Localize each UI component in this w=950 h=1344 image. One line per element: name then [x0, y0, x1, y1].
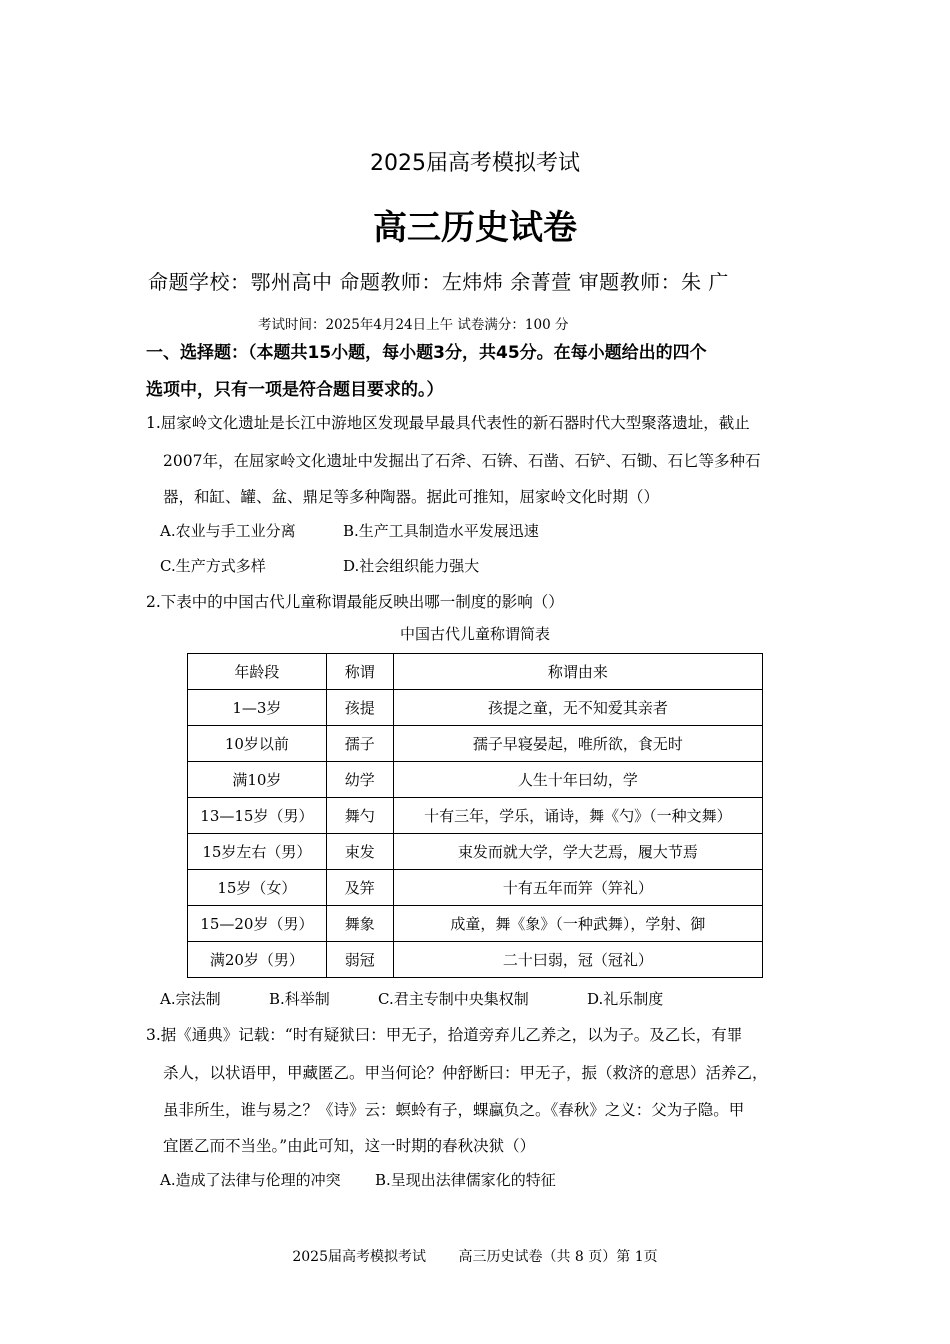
authors-line: 命题学校：鄂州高中 命题教师：左炜炜 余菁萱 审题教师：朱 广 [148, 270, 729, 294]
table-caption: 中国古代儿童称谓简表 [399, 625, 550, 643]
header-origin: 称谓由来 [393, 654, 762, 690]
table-row [188, 690, 763, 726]
exam-title: 2025届高考模拟考试 [370, 151, 580, 176]
q3-line2: 杀人，以状语甲，甲藏匿乙。甲当何论？仲舒断曰：甲无子，振（救济的意思）活养乙， [163, 1064, 768, 1082]
q2-option-b: B.科举制 [269, 990, 330, 1008]
q3-option-b: B.呈现出法律儒家化的特征 [375, 1171, 556, 1189]
q1-line3: 器，和缸、罐、盆、鼎足等多种陶器。据此可推知，屈家岭文化时期（） [163, 488, 660, 506]
q1-option-a: A.农业与手工业分离 [160, 522, 296, 540]
cell-name: 幼学 [326, 762, 393, 798]
table-row [188, 870, 763, 906]
q2-option-a: A.宗法制 [160, 990, 221, 1008]
table-row [188, 726, 763, 762]
page-footer [0, 1246, 950, 1266]
footer-exam-title: 2025届高考模拟考试 [292, 1249, 426, 1265]
cell-name: 孺子 [326, 726, 393, 762]
q1-line2: 2007年，在屈家岭文化遗址中发掘出了石斧、石锛、石凿、石铲、石锄、石匕等多种石 [163, 452, 761, 470]
cell-origin: 束发而就大学，学大艺焉，履大节焉 [393, 834, 762, 870]
section-heading-line1: 一、选择题：（本题共15小题，每小题3分，共45分。在每小题给出的四个 [146, 343, 707, 363]
paper-title: 高三历史试卷 [373, 208, 577, 248]
q3-line4: 宜匿乙而不当坐。”由此可知，这一时期的春秋决狱（） [163, 1137, 536, 1155]
q1-line1: 1.屈家岭文化遗址是长江中游地区发现最早最具代表性的新石器时代大型聚落遗址，截止 [146, 414, 750, 432]
q2-stem: 2.下表中的中国古代儿童称谓最能反映出哪一制度的影响（） [146, 593, 564, 611]
q1-option-c: C.生产方式多样 [160, 557, 266, 575]
footer-page-info: 高三历史试卷（共 8 页）第 1页 [458, 1249, 658, 1265]
cell-age: 满10岁 [188, 762, 327, 798]
children-names-table [187, 653, 763, 978]
q3-option-a: A.造成了法律与伦理的冲突 [160, 1171, 341, 1189]
q3-line1: 3.据《通典》记载：“时有疑狱曰：甲无子，拾道旁弃儿乙养之，以为子。及乙长，有罪 [146, 1026, 743, 1044]
cell-age: 10岁以前 [188, 726, 327, 762]
table-row [188, 798, 763, 834]
cell-origin: 孩提之童，无不知爱其亲者 [393, 690, 762, 726]
cell-origin: 二十曰弱，冠（冠礼） [393, 942, 762, 978]
cell-origin: 人生十年曰幼，学 [393, 762, 762, 798]
header-age: 年龄段 [188, 654, 327, 690]
q3-line3: 虽非所生，谁与易之？《诗》云：螟蛉有子，蜾蠃负之。《春秋》之义：父为子隐。甲 [163, 1101, 745, 1119]
cell-age: 13—15岁（男） [188, 798, 327, 834]
table-row [188, 906, 763, 942]
table-header-row [188, 654, 763, 690]
cell-name: 及笄 [326, 870, 393, 906]
q1-option-b: B.生产工具制造水平发展迅速 [343, 522, 539, 540]
q2-option-d: D.礼乐制度 [587, 990, 664, 1008]
cell-name: 束发 [326, 834, 393, 870]
cell-name: 弱冠 [326, 942, 393, 978]
header-name: 称谓 [326, 654, 393, 690]
section-heading-line2: 选项中，只有一项是符合题目要求的。） [146, 380, 444, 400]
cell-origin: 十有五年而笄（笄礼） [393, 870, 762, 906]
table-row [188, 942, 763, 978]
cell-name: 舞象 [326, 906, 393, 942]
cell-age: 15岁左右（男） [188, 834, 327, 870]
cell-age: 满20岁（男） [188, 942, 327, 978]
cell-origin: 孺子早寝晏起，唯所欲，食无时 [393, 726, 762, 762]
q2-option-c: C.君主专制中央集权制 [378, 990, 529, 1008]
cell-name: 舞勺 [326, 798, 393, 834]
exam-meta: 考试时间：2025年4月24日上午 试卷满分：100 分 [258, 317, 569, 333]
cell-origin: 十有三年，学乐，诵诗，舞《勺》（一种文舞） [393, 798, 762, 834]
cell-origin: 成童，舞《象》（一种武舞），学射、御 [393, 906, 762, 942]
cell-name: 孩提 [326, 690, 393, 726]
cell-age: 15—20岁（男） [188, 906, 327, 942]
cell-age: 1—3岁 [188, 690, 327, 726]
table-row [188, 762, 763, 798]
table-row [188, 834, 763, 870]
q1-option-d: D.社会组织能力强大 [343, 557, 480, 575]
cell-age: 15岁（女） [188, 870, 327, 906]
